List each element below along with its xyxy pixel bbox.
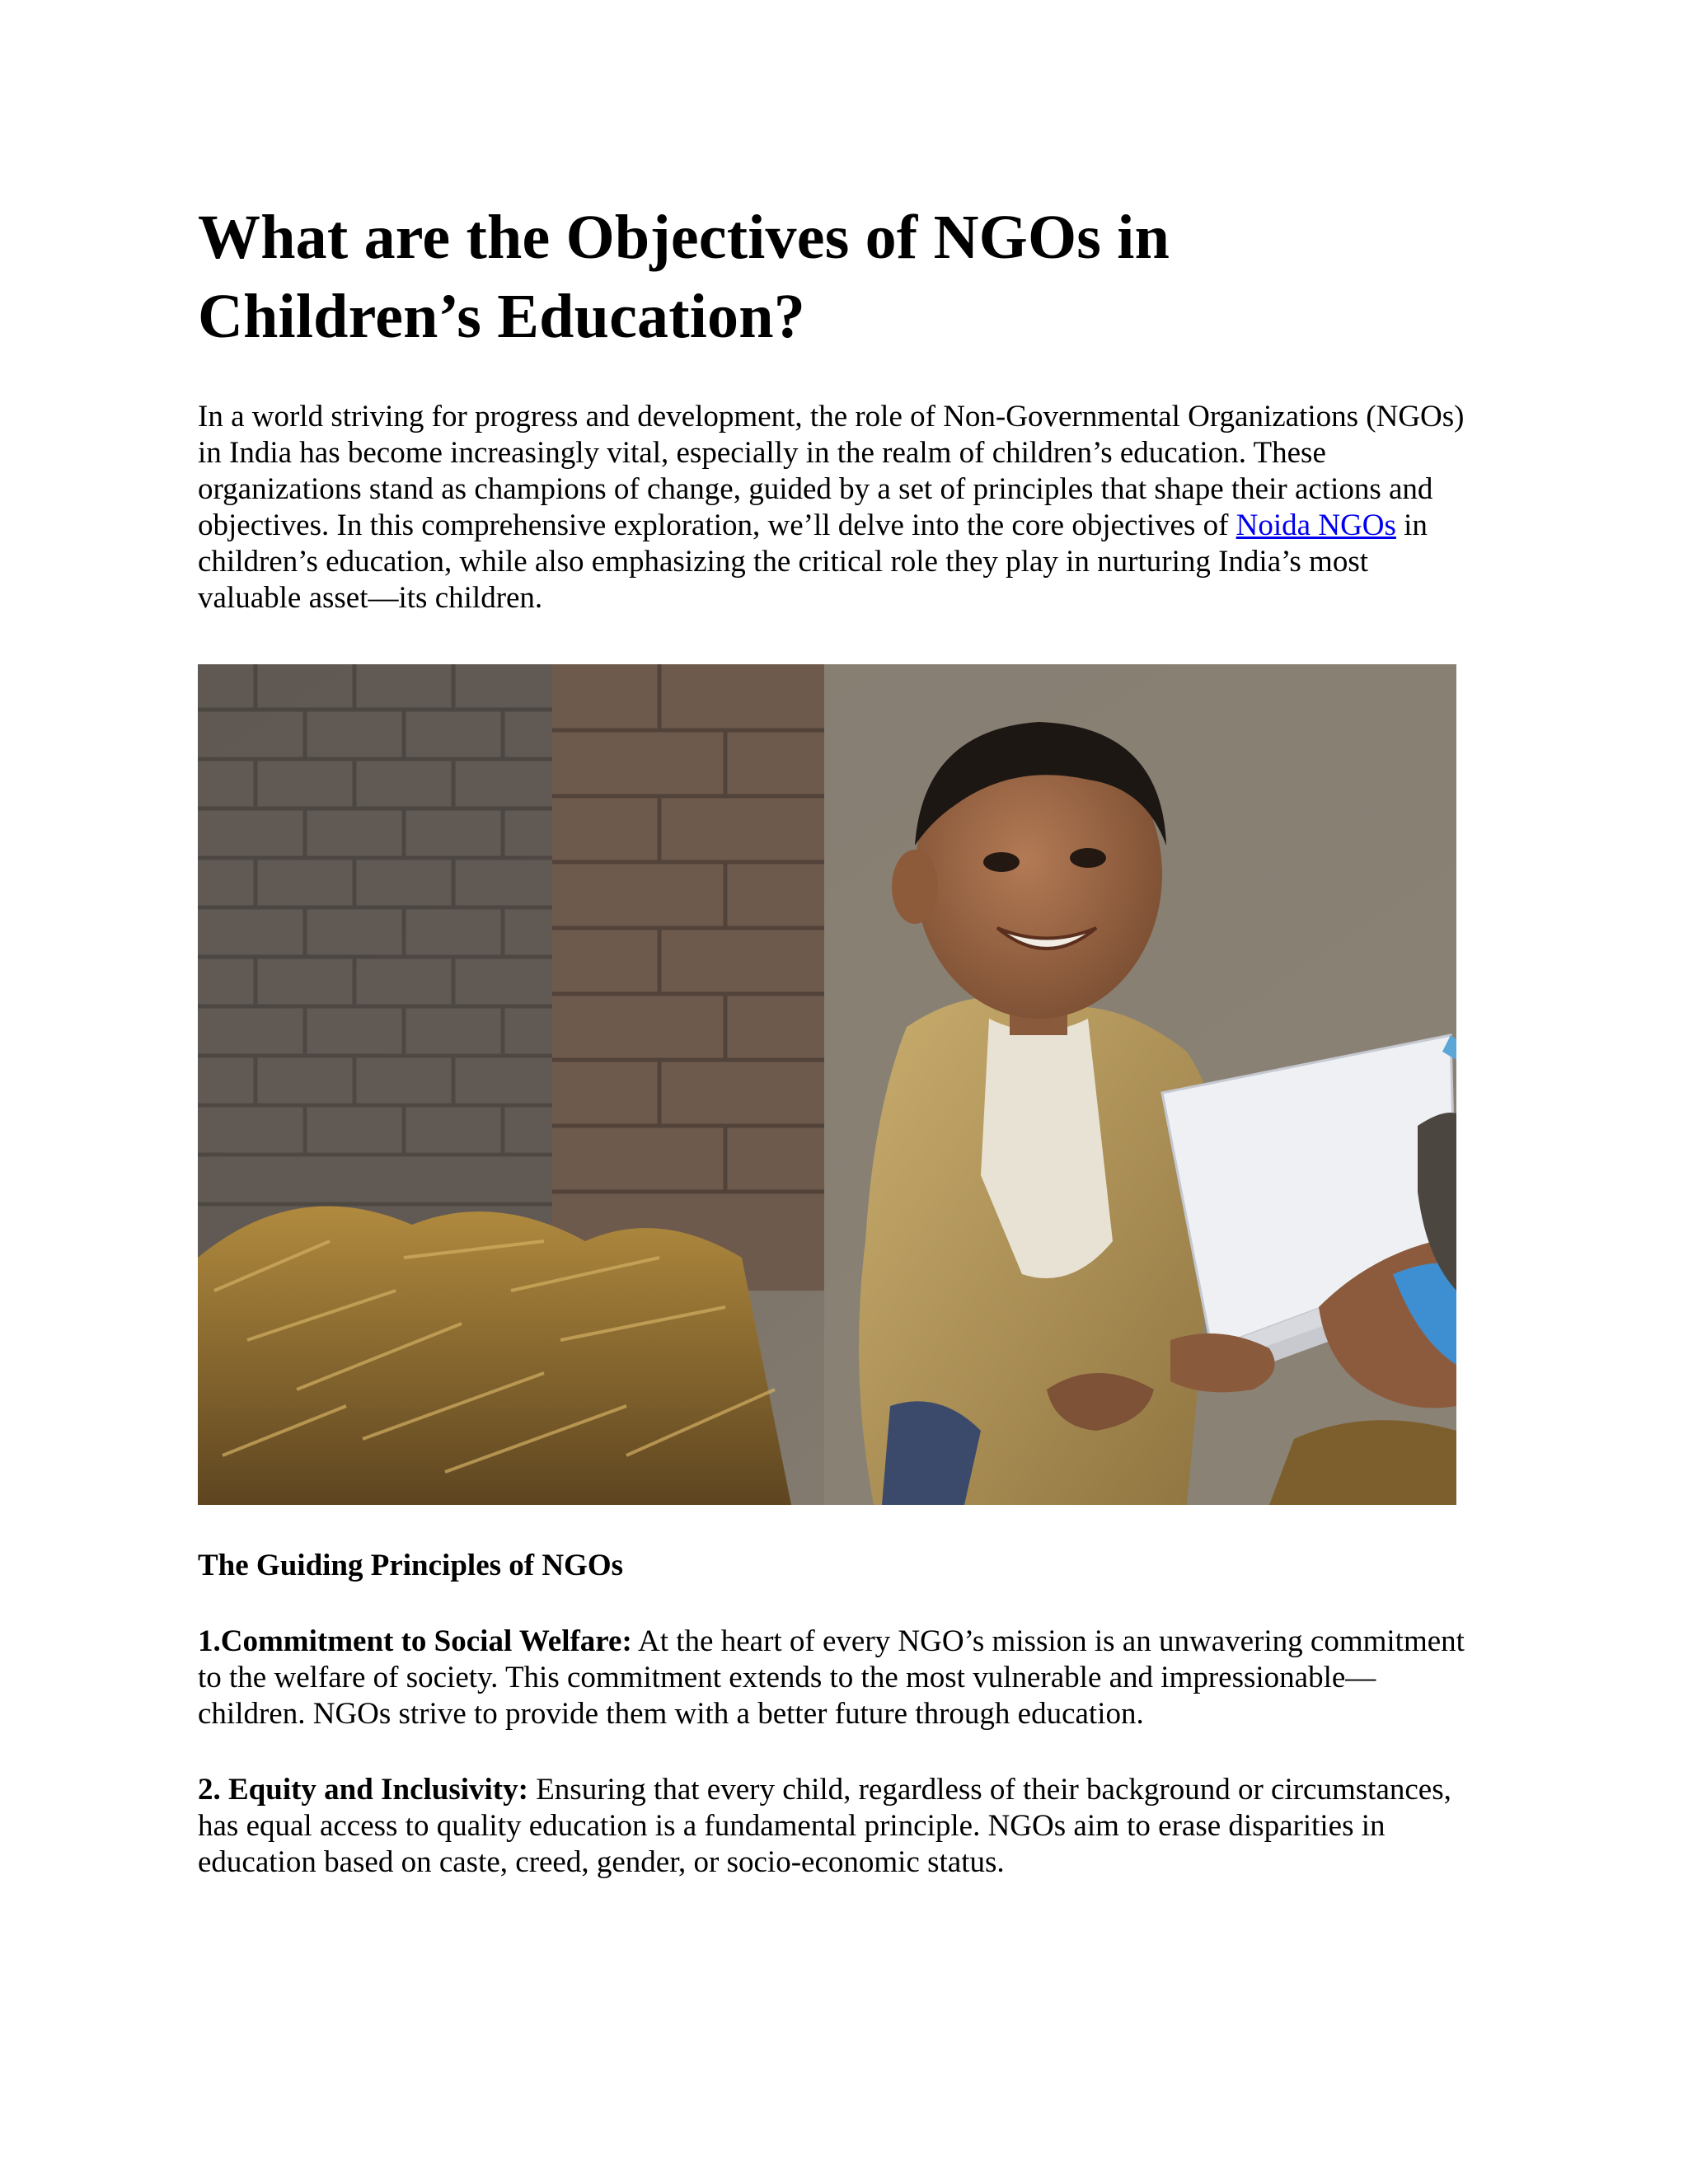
intro-text-before-link: In a world striving for progress and development, the role of Non-Governmental Organizations (NGOs) in India has become increasingly vital, especially in the realm of children’s education. These organizations stand as champions of change, guided by a set of principles that shape their actions and objectives. In this comprehensive exploration, we’ll delve into the core objectives of [198,400,1465,542]
brick-pillar [552,664,824,1291]
child-receiving-notebooks-photo [198,664,1456,1505]
principle-1-label: 1.Commitment to Social Welfare: [198,1624,632,1658]
child-left-eye [983,852,1020,872]
straw-pile [198,1207,791,1506]
child-ear [892,850,938,924]
principle-1-text: At the heart of every NGO’s mission is an unwavering commitment to the welfare of society. This commitment extends to the most vulnerable and impressionable—children. NGOs strive to provide them with a better future through education. [198,1624,1465,1731]
brick-wall [198,664,577,1258]
principle-2-label: 2. Equity and Inclusivity: [198,1773,528,1807]
principle-1 [198,1624,1475,1732]
intro-text-after-link: in children’s education, while also emphasizing the critical role they play in nurturing India’s most valuable asset—its children. [198,509,1428,615]
article [198,198,1467,1881]
principle-2-text: Ensuring that every child, regardless of their background or circumstances, has equal access to quality education is a fundamental principle. NGOs aim to erase disparities in education based on caste, creed, gender, or socio-economic status. [198,1773,1451,1879]
intro-paragraph [198,399,1475,616]
principle-2 [198,1772,1475,1881]
child-right-eye [1070,848,1106,868]
guiding-principles-heading: The Guiding Principles of NGOs [198,1549,624,1582]
photo-illustration [198,664,1456,1505]
page-title: What are the Objectives of NGOs in Children’s Education? [198,203,1170,351]
noida-ngos-link[interactable]: Noida NGOs [1236,509,1396,542]
